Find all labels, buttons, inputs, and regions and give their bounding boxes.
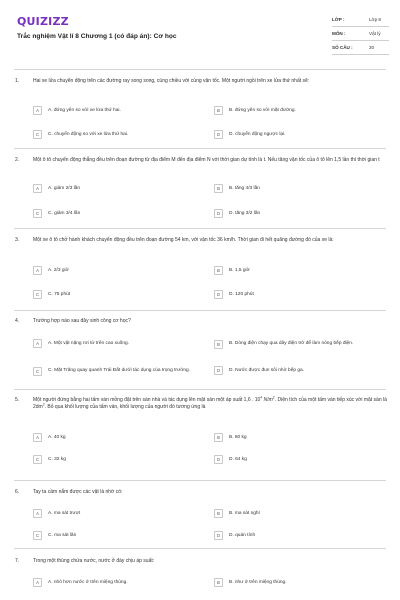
option-text: B. Dòng điện chạy qua dây điện trở để làm nóng bếp điện.	[229, 341, 354, 346]
option-text: D. chuyển động ngược lại.	[229, 131, 286, 137]
meta-subject-value: Vật lý	[369, 31, 381, 36]
option-letter-box: B	[214, 340, 223, 349]
question-number: 7.	[15, 558, 20, 564]
option-letter-box: A	[33, 433, 42, 442]
question-divider	[14, 389, 386, 390]
option-text: D. 64 kg	[229, 456, 247, 462]
option-text: C. giảm 3/4 lần	[48, 210, 81, 216]
meta-count-label: SỐ CÂU :	[332, 45, 353, 50]
option-text: A. 2/3 giờ	[48, 267, 69, 273]
question-text	[33, 397, 387, 411]
option-d[interactable]	[214, 365, 379, 376]
option-letter-box: C	[33, 290, 42, 299]
option-letter-box: D	[214, 130, 223, 139]
option-text: A. giảm 2/3 lần	[48, 185, 80, 191]
option-letter-box: B	[214, 184, 223, 193]
option-text: B. 1,5 giờ	[229, 267, 250, 273]
question-divider	[14, 228, 386, 229]
option-letter-box: A	[33, 339, 42, 348]
meta-divider	[332, 40, 389, 41]
question-divider	[14, 480, 386, 481]
option-text: C. 32 kg	[48, 456, 66, 462]
option-b[interactable]	[214, 265, 379, 276]
option-letter-box: A	[33, 266, 42, 275]
option-c[interactable]	[33, 289, 198, 300]
option-text: A. ma sát trượt	[48, 510, 81, 516]
option-a[interactable]	[33, 265, 198, 276]
meta-grade-label: LỚP :	[332, 17, 345, 22]
unit: N/m	[262, 397, 273, 403]
question-divider	[14, 148, 386, 149]
option-letter-box: A	[33, 106, 42, 115]
option-letter-box: C	[33, 367, 42, 376]
option-text: C. 75 phút	[48, 291, 71, 297]
option-letter-box: A	[33, 184, 42, 193]
option-a[interactable]	[33, 183, 198, 194]
question-divider	[14, 69, 386, 70]
option-letter-box: C	[33, 455, 42, 464]
exponent: 2	[42, 402, 45, 407]
exponent: 2	[272, 395, 275, 400]
question-text: Trường hợp nào sau đây sinh công cơ học?	[33, 318, 131, 324]
option-c[interactable]	[33, 530, 198, 541]
question-text-part: . Bỏ qua khối lượng của tấm ván, khối lượng của người đó tương ứng là	[44, 404, 206, 410]
option-a[interactable]	[33, 105, 198, 116]
option-letter-box: B	[214, 106, 223, 115]
option-letter-box: D	[214, 209, 223, 218]
option-d[interactable]	[214, 129, 379, 140]
option-a[interactable]	[33, 577, 198, 588]
option-c[interactable]	[33, 208, 198, 219]
question-text: Tay ta cầm nắm được các vật là nhờ có:	[33, 489, 123, 495]
option-letter-box: C	[33, 531, 42, 540]
question-number: 2.	[15, 157, 20, 163]
option-letter-box: D	[214, 290, 223, 299]
question-number: 4.	[15, 318, 20, 324]
option-letter-box: B	[214, 509, 223, 518]
meta-count-value: 20	[369, 45, 375, 50]
option-a[interactable]	[33, 508, 198, 519]
option-b[interactable]	[214, 577, 379, 588]
quizizz-logo: QUIZIZZ	[17, 15, 69, 28]
option-letter-box: D	[214, 366, 223, 375]
option-b[interactable]	[214, 183, 379, 194]
option-c[interactable]	[33, 362, 198, 380]
option-c[interactable]	[33, 129, 198, 140]
option-c[interactable]	[33, 454, 198, 465]
option-text: D. quán tính	[229, 532, 256, 538]
meta-divider	[332, 26, 389, 27]
option-a[interactable]	[33, 432, 198, 443]
meta-grade-value: Lớp 8	[369, 17, 381, 22]
option-letter-box: D	[214, 531, 223, 540]
option-d[interactable]	[214, 208, 379, 219]
worksheet-title: Trắc nghiệm Vật lí 8 Chương 1 (có đáp án): Cơ học	[17, 33, 177, 40]
option-text: B. như ở trên miệng thùng.	[229, 579, 287, 585]
option-text: D. tăng 3/2 lần	[229, 210, 261, 216]
question-number: 3.	[15, 237, 20, 243]
option-letter-box: B	[214, 433, 223, 442]
question-text: Một ô tô chuyển động thẳng đều trên đoạn đường từ địa điểm M đến địa điểm N với thời gian dự tính là t. Nếu tăng vận tốc của ô tô lên 1,5 lần thì thời gian t	[33, 157, 380, 163]
question-text-part: Một người đứng bằng hai tấm ván mỏng đặt trên sàn nhà và tác dụng lên mặt sàn một áp suất 1,6 . 10	[33, 397, 261, 403]
question-text-part: . Diện tích của một tấm ván tiếp xúc với mặt sàn là 2dm	[33, 397, 387, 410]
question-divider	[14, 310, 386, 311]
option-letter-box: B	[214, 266, 223, 275]
question-text: Trong một thùng chứa nước, nước ở đáy chịu áp suất:	[33, 558, 155, 564]
question-text: Hai xe lửa chuyển động trên các đường ray song song, cùng chiều với cùng vận tốc. Một người ngồi trên xe lửa thứ nhất sẽ:	[33, 78, 310, 84]
option-text: B. đứng yên so với mặt đường.	[229, 107, 296, 113]
option-d[interactable]	[214, 454, 379, 465]
option-text: D. Nước được đun sôi nhờ bếp ga.	[229, 367, 305, 373]
option-text: D. 120 phút	[229, 291, 254, 297]
option-a[interactable]	[33, 338, 198, 349]
option-text: A. nhỏ hơn nước ở trên miệng thùng.	[48, 579, 128, 585]
question-number: 1.	[15, 78, 20, 84]
exponent: 4	[260, 395, 263, 400]
option-text: A. Một vật nặng rơi từ trên cao xuống.	[48, 340, 130, 346]
option-b[interactable]	[214, 335, 379, 353]
question-divider	[14, 548, 386, 549]
option-letter-box: A	[33, 578, 42, 587]
option-letter-box: D	[214, 455, 223, 464]
option-d[interactable]	[214, 289, 379, 300]
meta-divider	[332, 54, 389, 55]
option-text: C. ma sát lăn	[48, 532, 77, 538]
option-b[interactable]	[214, 105, 379, 116]
option-letter-box: B	[214, 578, 223, 587]
option-d[interactable]	[214, 530, 379, 541]
option-text: B. ma sát nghỉ	[229, 510, 260, 516]
option-text: C. Mặt Trăng quay quanh Trái Đất dưới tác dụng của trọng trường.	[48, 368, 191, 373]
option-text: B. 80 kg	[229, 434, 247, 440]
question-text: Một xe ô tô chở hành khách chuyển động đều trên đoạn đường 54 km, với vận tốc 36 km/h. Thời gian đi hết quãng đường đó của xe là:	[33, 237, 334, 243]
option-text: A. 40 kg	[48, 434, 66, 440]
meta-subject-label: MÔN :	[332, 31, 346, 36]
option-b[interactable]	[214, 508, 379, 519]
option-letter-box: A	[33, 509, 42, 518]
option-text: C. chuyển động so với xe lửa thứ hai.	[48, 131, 129, 137]
question-number: 5.	[15, 397, 20, 403]
option-text: B. tăng 4/3 lần	[229, 185, 260, 191]
option-b[interactable]	[214, 432, 379, 443]
question-number: 6.	[15, 489, 20, 495]
option-letter-box: C	[33, 209, 42, 218]
option-letter-box: C	[33, 130, 42, 139]
option-text: A. đứng yên so với xe lửa thứ hai.	[48, 107, 121, 113]
